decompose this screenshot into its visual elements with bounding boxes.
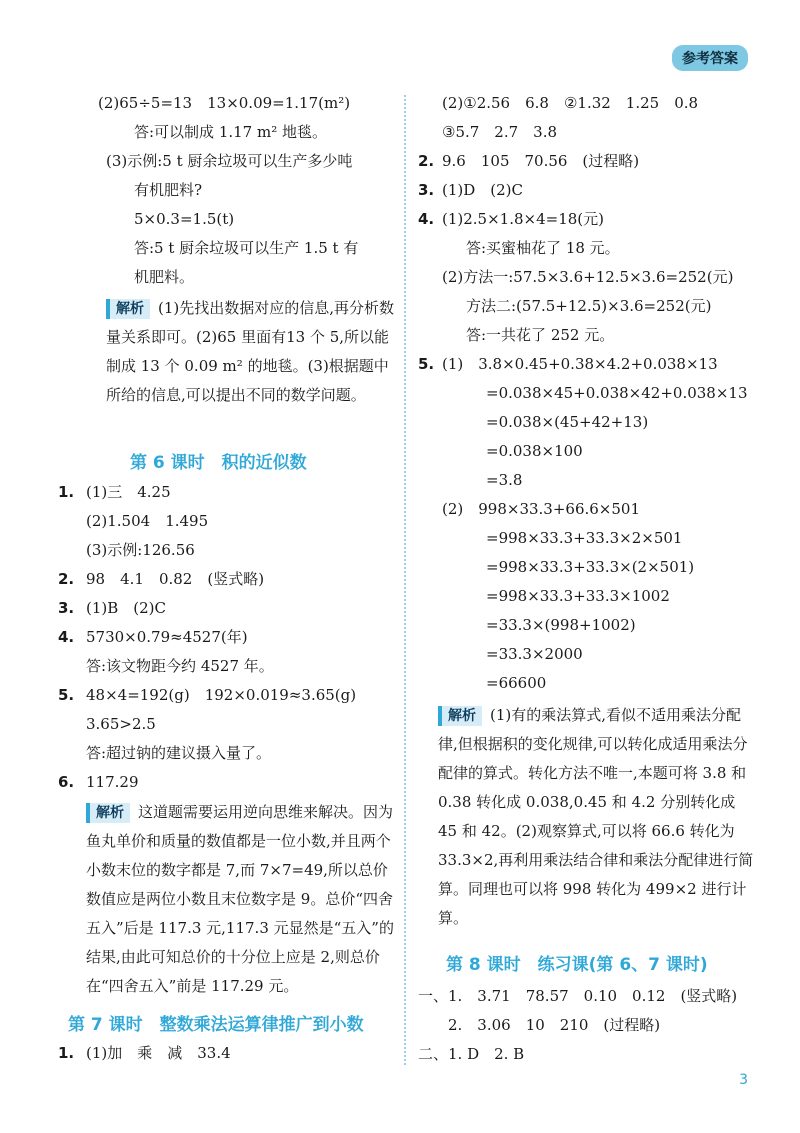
text-line: 5730×0.79≈4527(年): [86, 628, 248, 646]
text-line: =66600: [486, 674, 547, 692]
text-line: 答:5 t 厨余垃圾可以生产 1.5 t 有: [134, 239, 359, 257]
analysis-block: [106, 294, 396, 410]
text-line: 答:超过钠的建议摄入量了。: [86, 744, 272, 762]
text-line: 方法二:(57.5+12.5)×3.6=252(元): [466, 297, 712, 315]
text-line: 2. 3.06 10 210 (过程略): [448, 1016, 661, 1034]
analysis-text: (1)有的乘法算式,看似不适用乘法分配律,但根据积的变化规律,可以转化成适用乘法分配律的算式。转化方法不唯一,本题可将 3.8 和 0.38 转化成 0.038,0.45 和 4.2 分别转化成 45 和 42。(2)观察算式,可以将 66.6 转化为 33.3×2,再利用乘法结合律和乘法分配律进行简算。同理也可以将 998 转化为 499×2 进行计算。: [438, 706, 754, 927]
lesson-8-heading: 第 8 课时 练习课(第 6、7 课时): [446, 955, 708, 975]
text-line: (2)①2.56 6.8 ②1.32 1.25 0.8: [442, 94, 699, 112]
question-number: 6.: [58, 773, 75, 791]
text-line: 答:该文物距今约 4527 年。: [86, 657, 274, 675]
text-line: ③5.7 2.7 3.8: [442, 123, 558, 141]
text-line: 有机肥料?: [134, 181, 203, 199]
text-line: =998×33.3+33.3×1002: [486, 587, 670, 605]
lesson-7-heading: 第 7 课时 整数乘法运算律推广到小数: [68, 1015, 364, 1035]
question-number: 1.: [58, 1044, 75, 1062]
question-number: 4.: [418, 210, 435, 228]
text-line: 9.6 105 70.56 (过程略): [442, 152, 640, 170]
text-line: 答:一共花了 252 元。: [466, 326, 615, 344]
lesson-6-heading: 第 6 课时 积的近似数: [130, 453, 307, 473]
analysis-tag: 解析: [106, 299, 150, 319]
text-line: =998×33.3+33.3×2×501: [486, 529, 683, 547]
text-line: =998×33.3+33.3×(2×501): [486, 558, 695, 576]
text-line: (1)2.5×1.8×4=18(元): [442, 210, 604, 228]
text-line: 117.29: [86, 773, 139, 791]
text-line: 48×4=192(g) 192×0.019≈3.65(g): [86, 686, 357, 704]
text-line: (1) 3.8×0.45+0.38×4.2+0.038×13: [442, 355, 718, 373]
question-number: 3.: [418, 181, 435, 199]
text-line: (2)1.504 1.495: [86, 512, 209, 530]
text-line: (1)D (2)C: [442, 181, 523, 199]
question-number: 5.: [58, 686, 75, 704]
text-line: 5×0.3=1.5(t): [134, 210, 235, 228]
text-line: 3.65>2.5: [86, 715, 156, 733]
question-number: 5.: [418, 355, 435, 373]
text-line: 二、1. D 2. B: [418, 1045, 525, 1063]
analysis-block: [438, 701, 758, 933]
text-line: (2)方法一:57.5×3.6+12.5×3.6=252(元): [442, 268, 734, 286]
text-line: =0.038×100: [486, 442, 583, 460]
text-line: (2)65÷5=13 13×0.09=1.17(m²): [98, 94, 351, 112]
text-line: 机肥料。: [134, 268, 195, 286]
text-line: (1)B (2)C: [86, 599, 166, 617]
text-line: (3)示例:5 t 厨余垃圾可以生产多少吨: [106, 152, 353, 170]
column-divider: [404, 95, 406, 1065]
analysis-text: 这道题需要运用逆向思维来解决。因为鱼丸单价和质量的数值都是一位小数,并且两个小数末位的数字都是 7,而 7×7=49,所以总价数值应是两位小数且末位数字是 9。总价“四舍五入”后是 117.3 元,117.3 元显然是“五入”的结果,由此可知总价的十分位上应是 2,则总价在“四舍五入”前是 117.29 元。: [86, 803, 394, 995]
text-line: (1)加 乘 减 33.4: [86, 1044, 231, 1062]
text-line: 一、1. 3.71 78.57 0.10 0.12 (竖式略): [418, 987, 738, 1005]
text-line: (3)示例:126.56: [86, 541, 195, 559]
text-line: 答:买蜜柚花了 18 元。: [466, 239, 620, 257]
text-line: (1)三 4.25: [86, 483, 171, 501]
analysis-text: (1)先找出数据对应的信息,再分析数量关系即可。(2)65 里面有13 个 5,所以能制成 13 个 0.09 m² 的地毯。(3)根据题中所给的信息,可以提出不同的数学问题。: [106, 299, 395, 404]
question-number: 1.: [58, 483, 75, 501]
text-line: (2) 998×33.3+66.6×501: [442, 500, 641, 518]
text-line: =33.3×(998+1002): [486, 616, 636, 634]
analysis-tag: 解析: [438, 706, 482, 726]
text-line: =33.3×2000: [486, 645, 583, 663]
text-line: =0.038×(45+42+13): [486, 413, 649, 431]
text-line: =3.8: [486, 471, 523, 489]
question-number: 2.: [58, 570, 75, 588]
question-number: 2.: [418, 152, 435, 170]
question-number: 3.: [58, 599, 75, 617]
text-line: 98 4.1 0.82 (竖式略): [86, 570, 265, 588]
question-number: 4.: [58, 628, 75, 646]
page-number: 3: [739, 1072, 748, 1088]
text-line: =0.038×45+0.038×42+0.038×13: [486, 384, 748, 402]
analysis-tag: 解析: [86, 803, 130, 823]
analysis-block: [86, 798, 398, 1001]
text-line: 答:可以制成 1.17 m² 地毯。: [134, 123, 327, 141]
answer-key-badge: 参考答案: [672, 45, 748, 71]
